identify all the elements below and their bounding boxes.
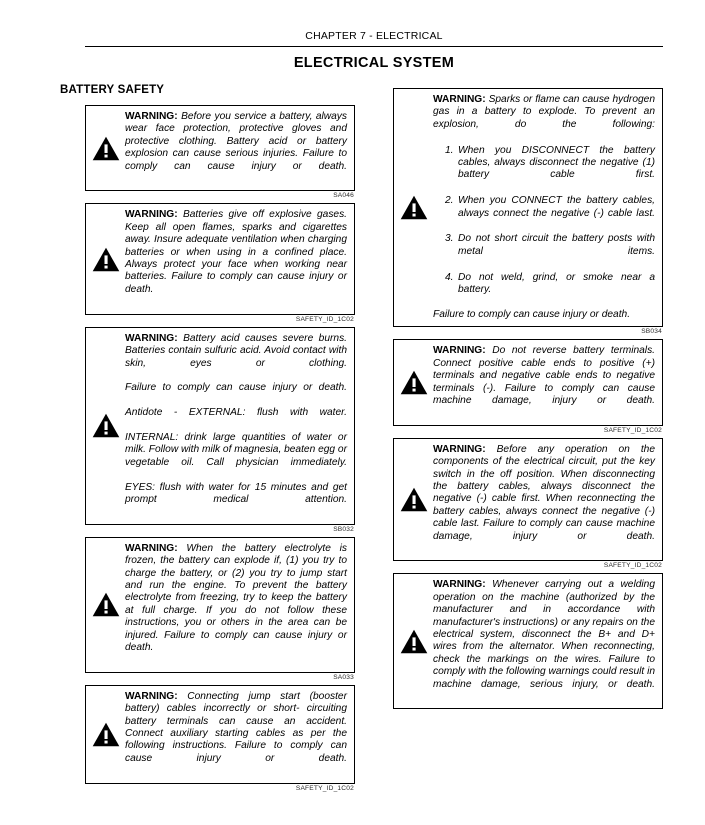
warning-paragraph: Failure to comply can cause injury or death. — [125, 382, 347, 394]
warning-reference-code: SAFETY_ID_1C02 — [603, 562, 662, 570]
warning-main-text: Whenever carrying out a welding operation on the machine (authorized by the manufacturer and in accordance with manufacturer's instructions) or any repairs on the electrical system, disconnect the B+ and D+ wires from the alternator. When reconnecting, check the markings on the wires. Failure to comply with the following warnings could result in machine damage, serious injury, or death. — [433, 579, 655, 690]
warning-paragraph — [125, 543, 347, 667]
warning-triangle-icon — [91, 136, 121, 161]
warning-reference-code: SAFETY_ID_1C02 — [295, 315, 354, 323]
warning-paragraph: INTERNAL: drink large quantities of water or milk. Follow with milk of magnesia, beaten egg or vegetable oil. Call physician immediately. — [125, 431, 347, 468]
warning-box — [393, 573, 663, 709]
warning-box — [393, 88, 663, 327]
warning-main-text: Sparks or flame can cause hydrogen gas in a battery to explode. To prevent an explosion, do the following: — [433, 94, 655, 130]
step-text: When you DISCONNECT the battery cables, always disconnect the negative (1) battery cable first. — [458, 144, 655, 181]
warning-triangle-icon — [91, 247, 121, 272]
warning-main-text: Before you service a battery, always wear face protection, protective gloves and protective clothing. Battery acid or battery explosion can cause serious injuries. Failure to comply can cause injury or death. — [125, 111, 347, 172]
warning-box — [85, 105, 355, 191]
warning-step-list — [433, 145, 655, 309]
warning-key-switch-off — [393, 438, 663, 570]
warning-paragraph — [433, 579, 655, 703]
warning-text-body — [125, 333, 347, 519]
warning-text-body — [125, 209, 347, 308]
warning-box — [85, 685, 355, 784]
warning-paragraph — [433, 94, 655, 144]
warning-paragraph — [125, 691, 347, 778]
warning-step-item — [433, 233, 655, 270]
warning-box — [85, 537, 355, 673]
right-column — [393, 88, 663, 713]
warning-main-text: Connecting jump start (booster battery) cables incorrectly or short- circuiting battery terminals can cause an accident. Connect auxiliary starting cables as per the following instructions. Failure to comply can cause injury or death. — [125, 690, 347, 764]
step-number: 2. — [445, 195, 454, 207]
warning-triangle-icon — [399, 195, 429, 220]
warning-paragraph — [433, 444, 655, 556]
warning-main-text: Before any operation on the components of the electrical circuit, put the key switch in the off position. When disconnecting the battery cables, always disconnect the negative (-) cable first. When reconnecting the battery cables, always connect the negative (-) cable last. Failure to comply can cause machine damage, injury or death. — [433, 443, 655, 542]
warning-sparks-flame — [393, 88, 663, 335]
warning-reference-code: SAFETY_ID_1C02 — [603, 426, 662, 434]
warning-text-body — [433, 345, 655, 419]
warning-lead-label: WARNING: — [433, 94, 486, 105]
warning-text-body — [125, 691, 347, 778]
warning-jump-start — [85, 685, 355, 792]
warning-main-text: Battery acid causes severe burns. Batteries contain sulfuric acid. Avoid contact with skin, eyes or clothing. — [125, 332, 347, 369]
page-title: ELECTRICAL SYSTEM — [293, 55, 455, 71]
warning-box — [85, 327, 355, 525]
warning-lead-label: WARNING: — [433, 345, 486, 357]
warning-battery-acid — [85, 327, 355, 533]
header-divider-rule — [85, 46, 663, 47]
warning-frozen-electrolyte — [85, 537, 355, 681]
warning-triangle-icon — [399, 487, 429, 512]
warning-service-battery — [85, 105, 355, 199]
warning-text-body — [125, 543, 347, 667]
warning-lead-label: WARNING: — [125, 690, 178, 702]
warning-lead-label: WARNING: — [125, 332, 178, 344]
warning-lead-label: WARNING: — [125, 111, 178, 122]
step-number: 4. — [445, 271, 454, 283]
warning-step-item — [433, 145, 655, 195]
warning-triangle-icon — [91, 722, 121, 747]
warning-box — [393, 438, 663, 562]
warning-step-item — [433, 195, 655, 232]
warning-reference-code: SA046 — [333, 192, 354, 200]
warning-lead-label: WARNING: — [433, 443, 486, 455]
warning-paragraph — [125, 209, 347, 308]
warning-reference-code: SB034 — [641, 328, 662, 336]
step-text: When you CONNECT the battery cables, always connect the negative (-) cable last. — [458, 195, 655, 219]
warning-step-item — [433, 272, 655, 309]
warning-reverse-terminals — [393, 339, 663, 433]
warning-welding — [393, 573, 663, 709]
step-text: Do not short circuit the battery posts with metal items. — [458, 233, 655, 257]
left-column — [85, 105, 355, 796]
warning-reference-code: SA033 — [333, 673, 354, 681]
warning-reference-code: SAFETY_ID_1C02 — [295, 784, 354, 792]
warning-box — [85, 203, 355, 314]
step-number: 3. — [445, 233, 454, 245]
warning-triangle-icon — [91, 413, 121, 438]
warning-text-body — [433, 579, 655, 703]
warning-lead-label: WARNING: — [125, 542, 178, 554]
warning-triangle-icon — [91, 592, 121, 617]
warning-box — [393, 339, 663, 425]
warning-paragraph — [125, 333, 347, 383]
warning-paragraph — [125, 111, 347, 185]
warning-main-text: When the battery electrolyte is frozen, the battery can explode if, (1) you try to charge the battery, or (2) you try to jump start and run the engine. To prevent the battery electrolyte from freezing, try to keep the battery at full charge. If you do not follow these instructions, you or others in the area can be injured. Failure to comply can cause injury or death. — [125, 542, 347, 654]
warning-main-text: Do not reverse battery terminals. Connect positive cable ends to positive (+) terminals and negative cable ends to negative terminals (-). Failure to comply can cause machine damage, injury or death. — [433, 345, 655, 406]
running-header — [85, 30, 663, 42]
warning-text-body — [125, 111, 347, 185]
warning-closing-text: Failure to comply can cause injury or death. — [433, 308, 631, 320]
warning-paragraph — [433, 345, 655, 419]
warning-main-text: Batteries give off explosive gases. Keep all open flames, sparks and cigarettes away. Insure adequate ventilation when charging batteries or when using in a confined place. Always protect your face when working near batteries. Failure to comply can cause injury or death. — [125, 209, 347, 295]
warning-paragraph: EYES: flush with water for 15 minutes and get prompt medical attention. — [125, 481, 347, 505]
warning-text-body — [433, 444, 655, 556]
step-text: Do not weld, grind, or smoke near a battery. — [458, 271, 655, 296]
warning-text-body — [433, 94, 655, 321]
warning-triangle-icon — [399, 629, 429, 654]
warning-paragraph: Antidote - EXTERNAL: flush with water. — [125, 407, 347, 419]
warning-explosive-gases — [85, 203, 355, 322]
section-heading-battery-safety: BATTERY SAFETY — [60, 84, 165, 96]
warning-reference-code: SB032 — [333, 525, 354, 533]
step-number: 1. — [445, 144, 454, 156]
chapter-label: CHAPTER 7 - ELECTRICAL — [305, 30, 443, 42]
warning-triangle-icon — [399, 370, 429, 395]
warning-lead-label: WARNING: — [125, 209, 178, 221]
warning-lead-label: WARNING: — [433, 579, 486, 591]
